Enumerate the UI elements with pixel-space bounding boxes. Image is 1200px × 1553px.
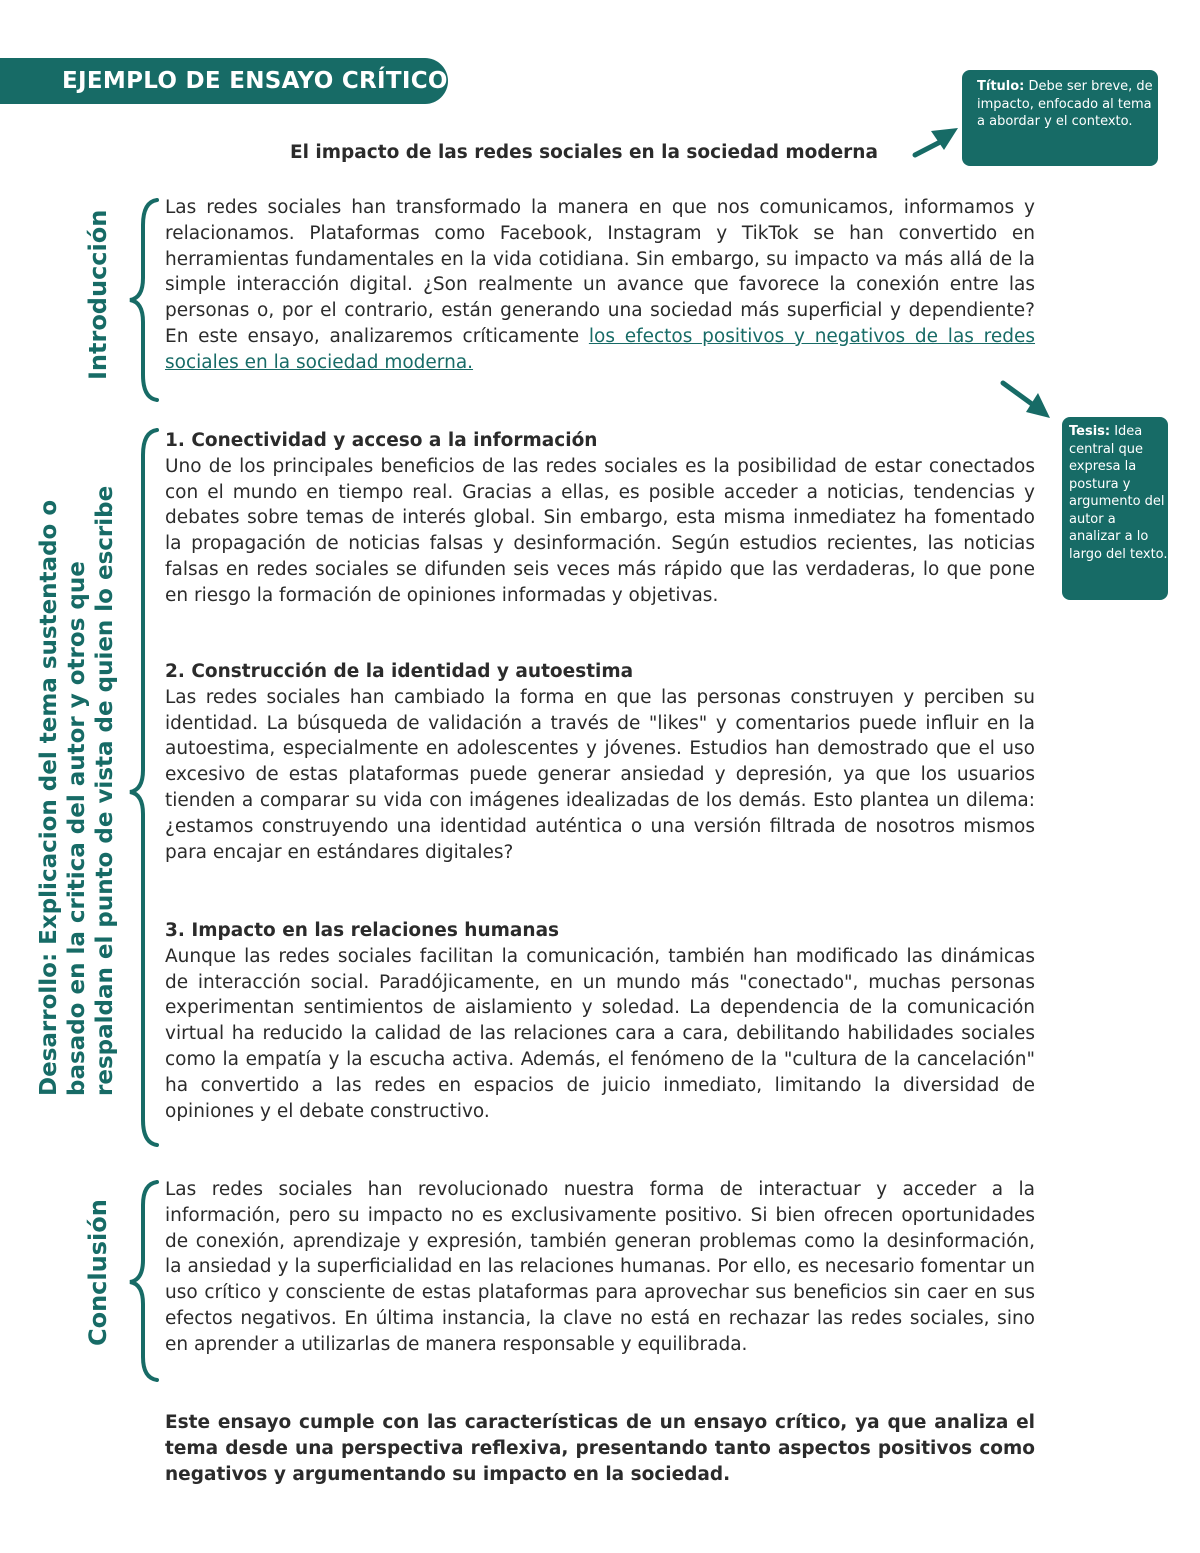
title-arrow-icon <box>915 128 958 155</box>
conclusion-brace <box>130 1182 157 1380</box>
section-3 <box>165 918 1035 1124</box>
thesis-statement: los efectos positivos y negativos de las redes sociales en la sociedad moderna. <box>165 325 1036 373</box>
title-annotation-label: Título: <box>977 79 1025 94</box>
section-3-heading: 3. Impacto en las relaciones humanas <box>165 920 560 941</box>
development-brace <box>130 430 157 1145</box>
thesis-arrow-icon <box>1003 383 1050 418</box>
section-2-text: Las redes sociales han cambiado la forma en que las personas construyen y perciben su identidad. La búsqueda de validación a través de "likes" y comentarios puede influir en la autoestima, especialmente en adolescentes y jóvenes. Estudios han demostrado que el uso excesivo de estas plataformas puede generar ansiedad y depresión, ya que los usuarios tienden a comparar su vida con imágenes idealizadas de los demás. Esto plantea un dilema: ¿estamos construyendo una identidad auténtica o una versión filtrada de nosotros mismos para encajar en estándares digitales? <box>165 686 1035 863</box>
side-label-development-line3: respaldan el punto de vista de quien lo escribe <box>92 485 118 1096</box>
thesis-annotation <box>1062 417 1168 600</box>
conclusion-paragraph: Las redes sociales han revolucionado nuestra forma de interactuar y acceder a la información, pero su impacto no es exclusivamente positivo. Si bien ofrecen oportunidades de conexión, aprendizaje y expresión, también generan problemas como la desinformación, la ansiedad y la superficialidad en las relaciones humanas. Por ello, es necesario fomentar un uso crítico y consciente de estas plataformas para aprovechar sus beneficios sin caer en sus efectos negativos. En última instancia, la clave no está en rechazar las redes sociales, sino en aprender a utilizarlas de manera responsable y equilibrada. <box>165 1179 1035 1355</box>
side-label-conclusion: Conclusión <box>84 1199 112 1346</box>
section-1 <box>165 428 1035 609</box>
intro-text: Las redes sociales han transformado la manera en que nos comunicamos, informamos y relacionamos. Plataformas como Facebook, Instagram y TikTok se han convertido en herramientas fundamentales en la vida cotidiana. Sin embargo, su impacto va más allá de la simple interacción digital. ¿Son realmente un avance que favorece la conexión entre las personas o, por el contrario, están generando una sociedad más superficial y dependiente? En este ensayo, analizaremos críticamente <box>165 197 1035 347</box>
title-annotation-text: Debe ser breve, de impacto, enfocado al tema a abordar y el contexto. <box>977 79 1153 129</box>
closing-statement: Este ensayo cumple con las características de un ensayo crítico, ya que analiza el tema desde una perspectiva reflexiva, presentando tanto aspectos positivos como negativos y argumentando su impacto en la sociedad. <box>165 1412 1035 1485</box>
section-3-text: Aunque las redes sociales facilitan la comunicación, también han modificado las dinámicas de interacción social. Paradójicamente, en un mundo más "conectado", muchas personas experimentan sentimientos de aislamiento y soledad. La dependencia de la comunicación virtual ha reducido la calidad de las relaciones cara a cara, debilitando habilidades sociales como la empatía y la escucha activa. Además, el fenómeno de la "cultura de la cancelación" ha convertido a las redes en espacios de juicio inmediato, limitando la diversidad de opiniones y el debate constructivo. <box>165 945 1035 1122</box>
side-label-development-line2: basado en la critica del autor y otros que <box>64 561 90 1096</box>
intro-paragraph <box>165 195 1035 376</box>
section-1-text: Uno de los principales beneficios de las redes sociales es la posibilidad de estar conectados con el mundo en tiempo real. Gracias a ellas, es posible acceder a noticias, tendencias y debates sobre temas de interés global. Sin embargo, esta misma inmediatez ha fomentado la propagación de noticias falsas y desinformación. Según estudios recientes, las noticias falsas en redes sociales se difunden seis veces más rápido que las verdaderas, lo que pone en riesgo la formación de opiniones informadas y objetivas. <box>165 455 1035 606</box>
section-2 <box>165 659 1035 865</box>
section-1-heading: 1. Conectividad y acceso a la información <box>165 430 598 451</box>
page-title: EJEMPLO DE ENSAYO CRÍTICO <box>62 68 448 94</box>
section-2-heading: 2. Construcción de la identidad y autoestima <box>165 661 634 682</box>
side-label-development-line1: Desarrollo: Explicacion del tema sustentado o <box>36 499 62 1096</box>
thesis-annotation-label: Tesis: <box>1069 424 1111 439</box>
thesis-annotation-text: Idea central que expresa la postura y argumento del autor a analizar a lo largo del texto. <box>1069 424 1168 562</box>
intro-brace <box>130 200 157 400</box>
side-label-introduction: Introducción <box>84 209 112 380</box>
title-annotation <box>962 70 1158 166</box>
essay-title: El impacto de las redes sociales en la sociedad moderna <box>290 142 878 163</box>
